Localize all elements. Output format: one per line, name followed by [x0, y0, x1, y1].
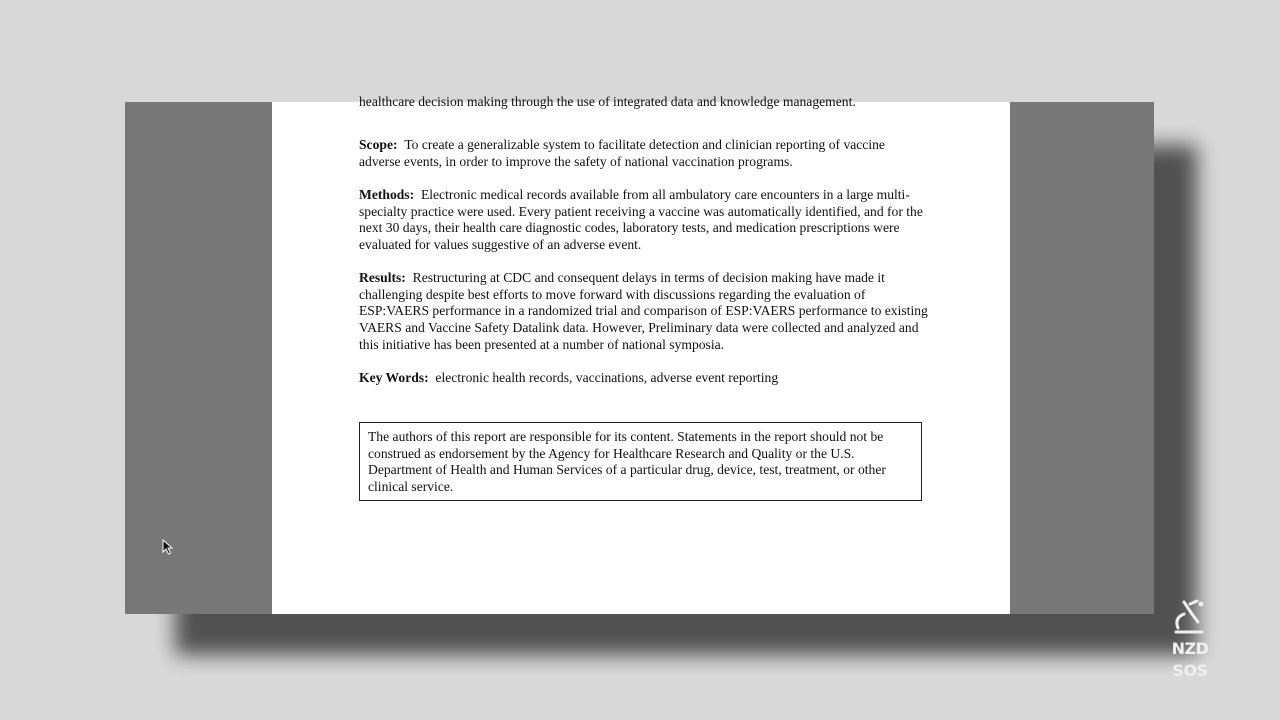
results-label: Results:	[359, 270, 406, 285]
watermark-text-1: NZD	[1171, 639, 1209, 658]
watermark-text-2: SOS	[1172, 661, 1208, 680]
keywords-text: electronic health records, vaccinations, adverse event reporting	[435, 370, 779, 385]
mouse-cursor-icon	[162, 539, 174, 555]
methods-text: Electronic medical records available from all ambulatory care encounters in a large multi-specialty practice were used. Every patient receiving a vaccine was automatically identified, and for the next 30 days, their health care diagnostic codes, laboratory tests, and medication prescriptions were evaluated for values suggestive of an adverse event.	[359, 187, 923, 253]
scope-paragraph	[359, 137, 929, 170]
scope-label: Scope:	[359, 137, 398, 152]
keywords-line	[359, 370, 929, 387]
scope-text: To create a generalizable system to facilitate detection and clinician reporting of vaccine adverse events, in order to improve the safety of national vaccination programs.	[359, 137, 885, 169]
results-text: Restructuring at CDC and consequent delays in terms of decision making have made it challenging despite best efforts to move forward with discussions regarding the evaluation of ESP:VAERS performance in a randomized trial and comparison of ESP:VAERS performance to existing VAERS and Vaccine Safety Datalink data. However, Preliminary data were collected and analyzed and this initiative has been presented at a number of national symposia.	[359, 270, 928, 352]
watermark-logo	[1168, 598, 1212, 690]
keywords-label: Key Words:	[359, 370, 429, 385]
results-paragraph	[359, 270, 929, 354]
disclaimer-box: The authors of this report are responsible for its content. Statements in the report should not be construed as endorsement by the Agency for Healthcare Research and Quality or the U.S. Department of Health and Human Services of a particular drug, device, test, treatment, or other clinical service.	[359, 422, 922, 501]
document-viewer[interactable]	[125, 94, 1154, 614]
document-page[interactable]	[272, 94, 1010, 614]
microscope-icon	[1170, 598, 1210, 638]
partial-top-line: healthcare decision making through the use of integrated data and knowledge management.	[359, 94, 856, 109]
methods-paragraph	[359, 187, 929, 254]
methods-label: Methods:	[359, 187, 415, 202]
